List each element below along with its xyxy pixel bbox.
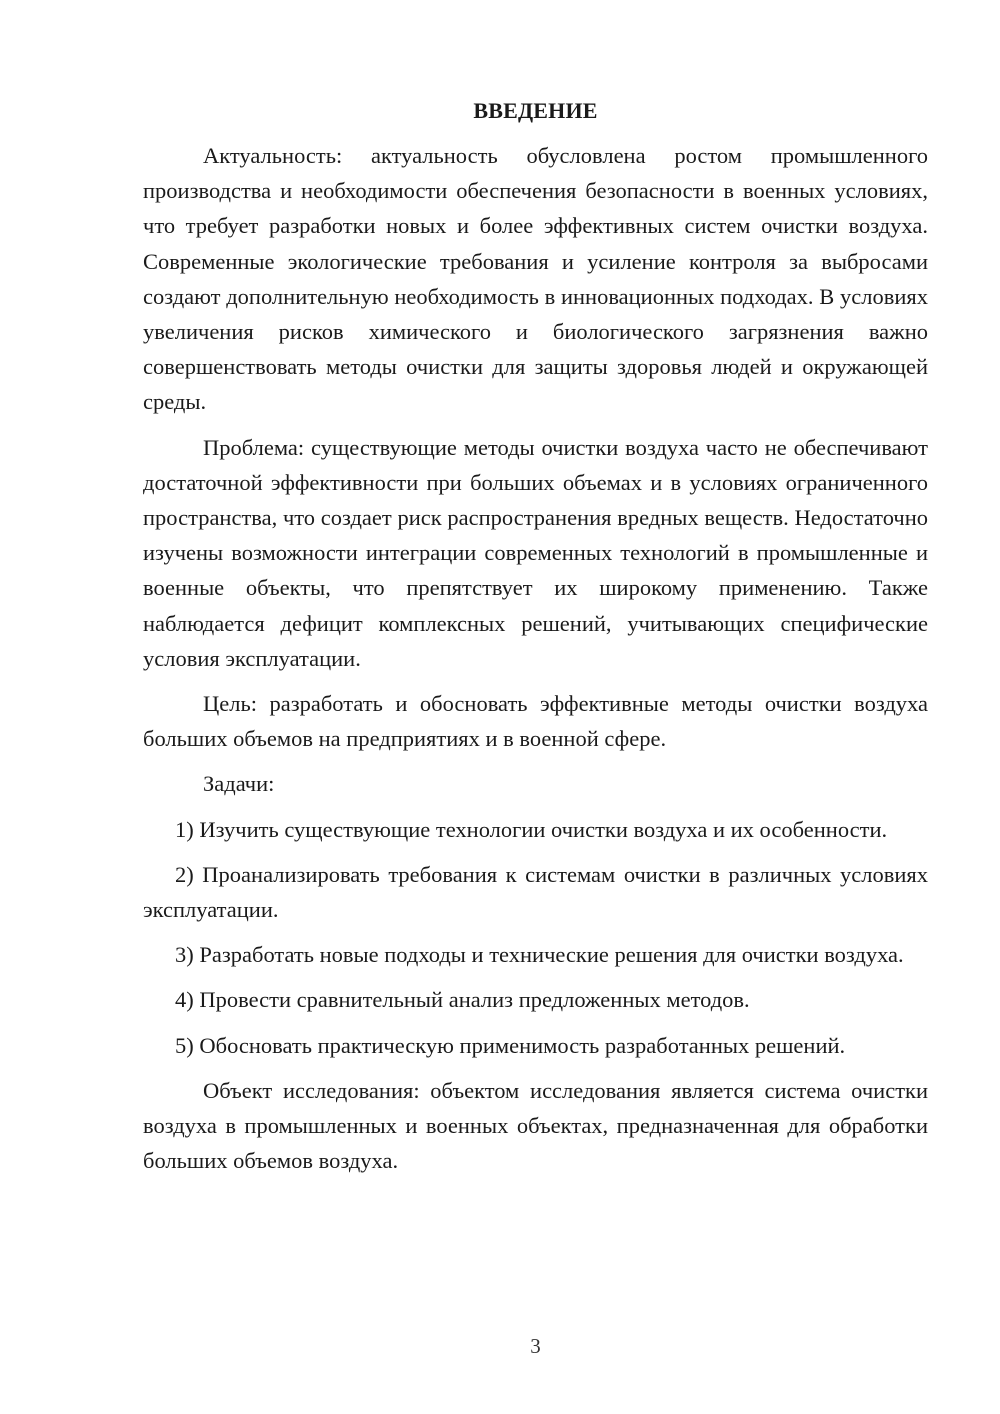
paragraph-goal: Цель: разработать и обосновать эффективные методы очистки воздуха больших объемов на предприятиях и в военной сфере. [143, 691, 928, 752]
paragraph-object: Объект исследования: объектом исследования является система очистки воздуха в промышленных и военных объектах, предназначенная для обработки больших объемов воздуха. [143, 1077, 928, 1174]
paragraph-problem: Проблема: существующие методы очистки воздуха часто не обеспечивают достаточной эффективности при больших объемах и в условиях ограниченного пространства, что создает риск распространения вредных веществ. Недостаточно изучены возможности интеграции современных технологий в промышленные и военные объекты, что препятствует их широкому применению. Также наблюдается дефицит комплексных решений, учитывающих специфические условия эксплуатации. [143, 434, 928, 671]
page-content [143, 95, 928, 1188]
task-item-2: 2) Проанализировать требования к системам очистки в различных условиях эксплуатации. [143, 861, 928, 923]
task-item-5: 5) Обосновать практическую применимость разработанных решений. [175, 1032, 846, 1058]
task-item-1: 1) Изучить существующие технологии очистки воздуха и их особенности. [175, 816, 888, 842]
page-number: 3 [530, 1334, 541, 1358]
task-item-4: 4) Провести сравнительный анализ предложенных методов. [175, 987, 750, 1013]
page-title: ВВЕДЕНИЕ [473, 98, 598, 123]
task-item-3: 3) Разработать новые подходы и технические решения для очистки воздуха. [175, 942, 904, 968]
paragraph-relevance: Актуальность: актуальность обусловлена ростом промышленного производства и необходимости обеспечения безопасности в военных условиях, что требует разработки новых и более эффективных систем очистки воздуха. Современные экологические требования и усиление контроля за выбросами создают дополнительную необходимость в инновационных подходах. В условиях увеличения рисков химического и биологического загрязнения важно совершенствовать методы очистки для защиты здоровья людей и окружающей среды. [143, 143, 928, 415]
tasks-heading: Задачи: [203, 771, 275, 797]
